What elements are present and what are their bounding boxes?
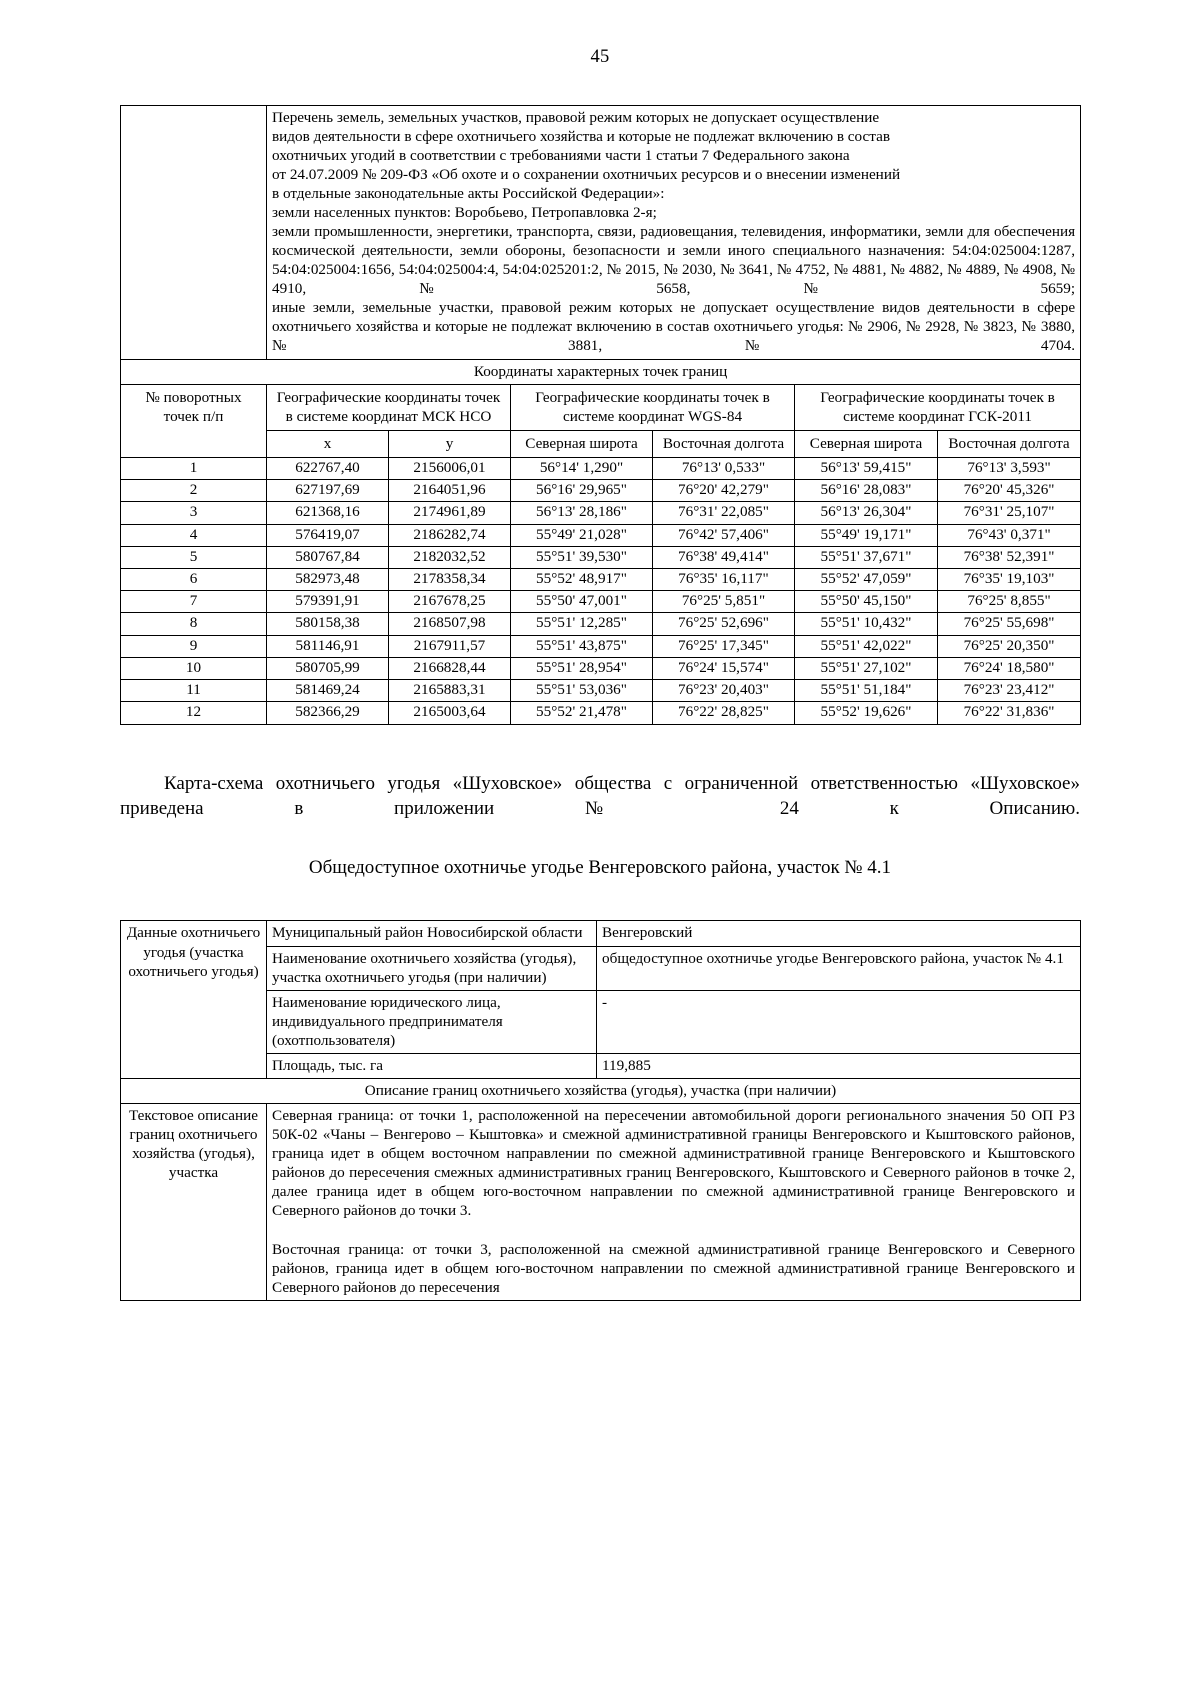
cell-msk-y: 2167911,57 (389, 635, 511, 657)
cell-msk-x: 580158,38 (267, 613, 389, 635)
borders-paragraph-north: Северная граница: от точки 1, расположенной на пересечении автомобильной дороги регионального значения 50 ОП РЗ 50К-02 «Чаны – Венгерово – Кыштовка» и смежной административной границы Венгеровского и Кыштовского районов, граница идет в общем восточном направлении по смежной административной границе Венгеровского и Кыштовского районов до пересечения смежных административных границ Венгеровского, Кыштовского и Северного районов в точке 2, далее граница идет в общем юго-восточном направлении по смежной административной границе Венгеровского и Северного районов до точки 3. (272, 1107, 1075, 1220)
map-scheme-note: Карта-схема охотничьего угодья «Шуховское» общества с ограниченной ответственностью «Шуховское» приведена в приложении № 24 к Описанию. (120, 772, 1080, 819)
cell-gsk-lon: 76°31' 25,107" (938, 502, 1081, 524)
cell-msk-y: 2167678,25 (389, 591, 511, 613)
cell-wgs-lon: 76°23' 20,403" (653, 680, 795, 702)
cell-gsk-lat: 55°51' 42,022" (795, 635, 938, 657)
cell-gsk-lat: 55°52' 47,059" (795, 569, 938, 591)
header-point-number: № поворотных точек п/п (121, 384, 267, 457)
cell-msk-y: 2186282,74 (389, 524, 511, 546)
cell-wgs-lat: 55°52' 48,917" (511, 569, 653, 591)
cell-msk-y: 2182032,52 (389, 546, 511, 568)
cell-gsk-lon: 76°25' 8,855" (938, 591, 1081, 613)
cell-msk-y: 2178358,34 (389, 569, 511, 591)
cell-wgs-lon: 76°31' 22,085" (653, 502, 795, 524)
cell-parameter-ground-name: Наименование охотничьего хозяйства (угодья), участка охотничьего угодья (при наличии) (267, 946, 597, 990)
restrictions-line: земли населенных пунктов: Воробьево, Петропавловка 2-я; (272, 203, 657, 221)
cell-point-number: 3 (121, 502, 267, 524)
cell-gsk-lon: 76°23' 23,412" (938, 680, 1081, 702)
cell-wgs-lat: 56°14' 1,290" (511, 457, 653, 479)
cell-msk-x: 621368,16 (267, 502, 389, 524)
cell-point-number: 1 (121, 457, 267, 479)
cell-gsk-lon: 76°22' 31,836" (938, 702, 1081, 724)
cell-value-area: 119,885 (597, 1053, 1081, 1078)
cell-wgs-lon: 76°35' 16,117" (653, 569, 795, 591)
table-row (121, 680, 1081, 702)
cell-wgs-lat: 55°51' 12,285" (511, 613, 653, 635)
header-wgs-east-longitude: Восточная долгота (653, 431, 795, 458)
cell-wgs-lat: 55°49' 21,028" (511, 524, 653, 546)
cell-wgs-lat: 55°51' 43,875" (511, 635, 653, 657)
cell-wgs-lon: 76°22' 28,825" (653, 702, 795, 724)
cell-gsk-lon: 76°25' 55,698" (938, 613, 1081, 635)
spacer (120, 725, 1080, 771)
header-wgs-north-latitude: Северная широта (511, 431, 653, 458)
cell-wgs-lat: 55°51' 53,036" (511, 680, 653, 702)
cell-parameter-municipal-district: Муниципальный район Новосибирской области (267, 921, 597, 946)
cell-point-number: 8 (121, 613, 267, 635)
cell-point-number: 7 (121, 591, 267, 613)
borders-description-caption: Описание границ охотничьего хозяйства (угодья), участка (при наличии) (121, 1079, 1081, 1104)
page-content (120, 105, 1080, 1301)
restrictions-line: от 24.07.2009 № 209-ФЗ «Об охоте и о сохранении охотничьих ресурсов и о внесении изменений (272, 165, 901, 183)
row-label-hunting-ground-data: Данные охотничьего угодья (участка охотничьего угодья) (121, 921, 267, 1079)
cell-wgs-lon: 76°25' 17,345" (653, 635, 795, 657)
coordinates-table (120, 105, 1081, 725)
cell-gsk-lon: 76°35' 19,103" (938, 569, 1081, 591)
cell-wgs-lon: 76°24' 15,574" (653, 657, 795, 679)
cell-wgs-lat: 56°13' 28,186" (511, 502, 653, 524)
cell-msk-y: 2156006,01 (389, 457, 511, 479)
table-row (121, 569, 1081, 591)
cell-wgs-lon: 76°42' 57,406" (653, 524, 795, 546)
restrictions-line: Перечень земель, земельных участков, правовой режим которых не допускает осуществление (272, 108, 880, 126)
cell-gsk-lon: 76°25' 20,350" (938, 635, 1081, 657)
cell-gsk-lat: 55°51' 10,432" (795, 613, 938, 635)
cell-point-number: 11 (121, 680, 267, 702)
header-gsk-north-latitude: Северная широта (795, 431, 938, 458)
restrictions-line: видов деятельности в сфере охотничьего хозяйства и которые не подлежат включению в состав (272, 127, 890, 145)
borders-description-cell (267, 1104, 1081, 1301)
cell-wgs-lon: 76°25' 52,696" (653, 613, 795, 635)
cell-point-number: 12 (121, 702, 267, 724)
cell-wgs-lon: 76°38' 49,414" (653, 546, 795, 568)
cell-gsk-lat: 55°50' 45,150" (795, 591, 938, 613)
coordinates-caption-row (121, 359, 1081, 384)
table-row (121, 635, 1081, 657)
cell-wgs-lat: 55°51' 28,954" (511, 657, 653, 679)
table-row (121, 657, 1081, 679)
hunting-ground-data-table (120, 920, 1081, 1300)
restrictions-line: в отдельные законодательные акты Российской Федерации»: (272, 184, 665, 202)
cell-gsk-lat: 55°51' 27,102" (795, 657, 938, 679)
cell-point-number: 9 (121, 635, 267, 657)
header-msk: Географические координаты точек в системе координат МСК НСО (267, 384, 511, 431)
restrictions-cell (267, 105, 1081, 359)
restrictions-empty-cell (121, 105, 267, 359)
header-gsk2011: Географические координаты точек в системе координат ГСК-2011 (795, 384, 1081, 431)
borders-description-row (121, 1104, 1081, 1301)
cell-point-number: 6 (121, 569, 267, 591)
cell-msk-y: 2174961,89 (389, 502, 511, 524)
cell-wgs-lon: 76°25' 5,851" (653, 591, 795, 613)
cell-wgs-lon: 76°13' 0,533" (653, 457, 795, 479)
borders-paragraph-east: Восточная граница: от точки 3, расположенной на смежной административной границе Венгеровского и Северного районов, граница идет в общем юго-восточном направлении по смежной административной границе Венгеровского и Северного районов до пересечения (272, 1240, 1075, 1296)
coordinates-caption: Координаты характерных точек границ (121, 359, 1081, 384)
cell-msk-y: 2165003,64 (389, 702, 511, 724)
cell-point-number: 5 (121, 546, 267, 568)
table-row (121, 921, 1081, 946)
cell-gsk-lat: 55°51' 37,671" (795, 546, 938, 568)
cell-msk-x: 580767,84 (267, 546, 389, 568)
cell-msk-y: 2164051,96 (389, 480, 511, 502)
cell-wgs-lat: 55°52' 21,478" (511, 702, 653, 724)
header-x: x (267, 431, 389, 458)
cell-msk-y: 2168507,98 (389, 613, 511, 635)
cell-msk-x: 582973,48 (267, 569, 389, 591)
cell-gsk-lat: 56°13' 59,415" (795, 457, 938, 479)
cell-gsk-lon: 76°20' 45,326" (938, 480, 1081, 502)
cell-wgs-lat: 55°51' 39,530" (511, 546, 653, 568)
table-row (121, 524, 1081, 546)
spacer (120, 880, 1080, 920)
cell-msk-y: 2165883,31 (389, 680, 511, 702)
cell-msk-x: 581146,91 (267, 635, 389, 657)
spacer (120, 821, 1080, 855)
table-row (121, 457, 1081, 479)
cell-msk-x: 579391,91 (267, 591, 389, 613)
cell-wgs-lat: 55°50' 47,001" (511, 591, 653, 613)
cell-value-municipal-district: Венгеровский (597, 921, 1081, 946)
table-row (121, 480, 1081, 502)
cell-value-legal-entity: - (597, 990, 1081, 1053)
header-gsk-east-longitude: Восточная долгота (938, 431, 1081, 458)
cell-parameter-area: Площадь, тыс. га (267, 1053, 597, 1078)
table-row (121, 502, 1081, 524)
table-row (121, 613, 1081, 635)
cell-gsk-lat: 55°52' 19,626" (795, 702, 938, 724)
cell-msk-x: 580705,99 (267, 657, 389, 679)
restrictions-line: земли промышленности, энергетики, транспорта, связи, радиовещания, телевидения, информатики, земли для обеспечения космической деятельности, земли обороны, безопасности и земли иного специального назначения: 54:04:025004:1287, 54:04:025004:1656, 54:04:025004:4, 54:04:025201:2, № 2015, № 2030, № 3641, № 4752, № 4881, № 4882, № 4889, № 4908, № 4910, № 5658, № 5659; (272, 222, 1076, 298)
restrictions-line: охотничьих угодий в соответствии с требованиями части 1 статьи 7 Федерального закона (272, 146, 850, 164)
cell-point-number: 2 (121, 480, 267, 502)
cell-wgs-lon: 76°20' 42,279" (653, 480, 795, 502)
header-wgs84: Географические координаты точек в системе координат WGS-84 (511, 384, 795, 431)
cell-gsk-lon: 76°38' 52,391" (938, 546, 1081, 568)
restrictions-line: иные земли, земельные участки, правовой режим которых не допускает осуществление видов деятельности в сфере охотничьего хозяйства и которые не подлежат включению в состав охотничьего угодья: № 2906, № 2928, № 3823, № 3880, № 3881, № 4704. (272, 299, 1076, 355)
cell-parameter-legal-entity: Наименование юридического лица, индивидуального предпринимателя (охотпользователя) (267, 990, 597, 1053)
cell-msk-x: 581469,24 (267, 680, 389, 702)
cell-gsk-lat: 56°13' 26,304" (795, 502, 938, 524)
page-number: 45 (590, 47, 610, 67)
cell-wgs-lat: 56°16' 29,965" (511, 480, 653, 502)
coordinates-header-row-1 (121, 384, 1081, 431)
row-label-borders-description: Текстовое описание границ охотничьего хозяйства (угодья), участка (121, 1104, 267, 1301)
cell-msk-x: 576419,07 (267, 524, 389, 546)
cell-point-number: 10 (121, 657, 267, 679)
section-heading: Общедоступное охотничье угодье Венгеровского района, участок № 4.1 (308, 857, 892, 879)
cell-msk-y: 2166828,44 (389, 657, 511, 679)
header-y: y (389, 431, 511, 458)
cell-msk-x: 622767,40 (267, 457, 389, 479)
cell-value-ground-name: общедоступное охотничье угодье Венгеровского района, участок № 4.1 (597, 946, 1081, 990)
cell-gsk-lat: 55°49' 19,171" (795, 524, 938, 546)
cell-gsk-lon: 76°43' 0,371" (938, 524, 1081, 546)
cell-gsk-lat: 55°51' 51,184" (795, 680, 938, 702)
cell-gsk-lon: 76°13' 3,593" (938, 457, 1081, 479)
borders-caption-row (121, 1079, 1081, 1104)
cell-msk-x: 627197,69 (267, 480, 389, 502)
restrictions-row (121, 105, 1081, 359)
table-row (121, 591, 1081, 613)
table-row (121, 546, 1081, 568)
cell-msk-x: 582366,29 (267, 702, 389, 724)
table-row (121, 702, 1081, 724)
cell-gsk-lat: 56°16' 28,083" (795, 480, 938, 502)
cell-point-number: 4 (121, 524, 267, 546)
restrictions-text (272, 108, 1075, 356)
cell-gsk-lon: 76°24' 18,580" (938, 657, 1081, 679)
